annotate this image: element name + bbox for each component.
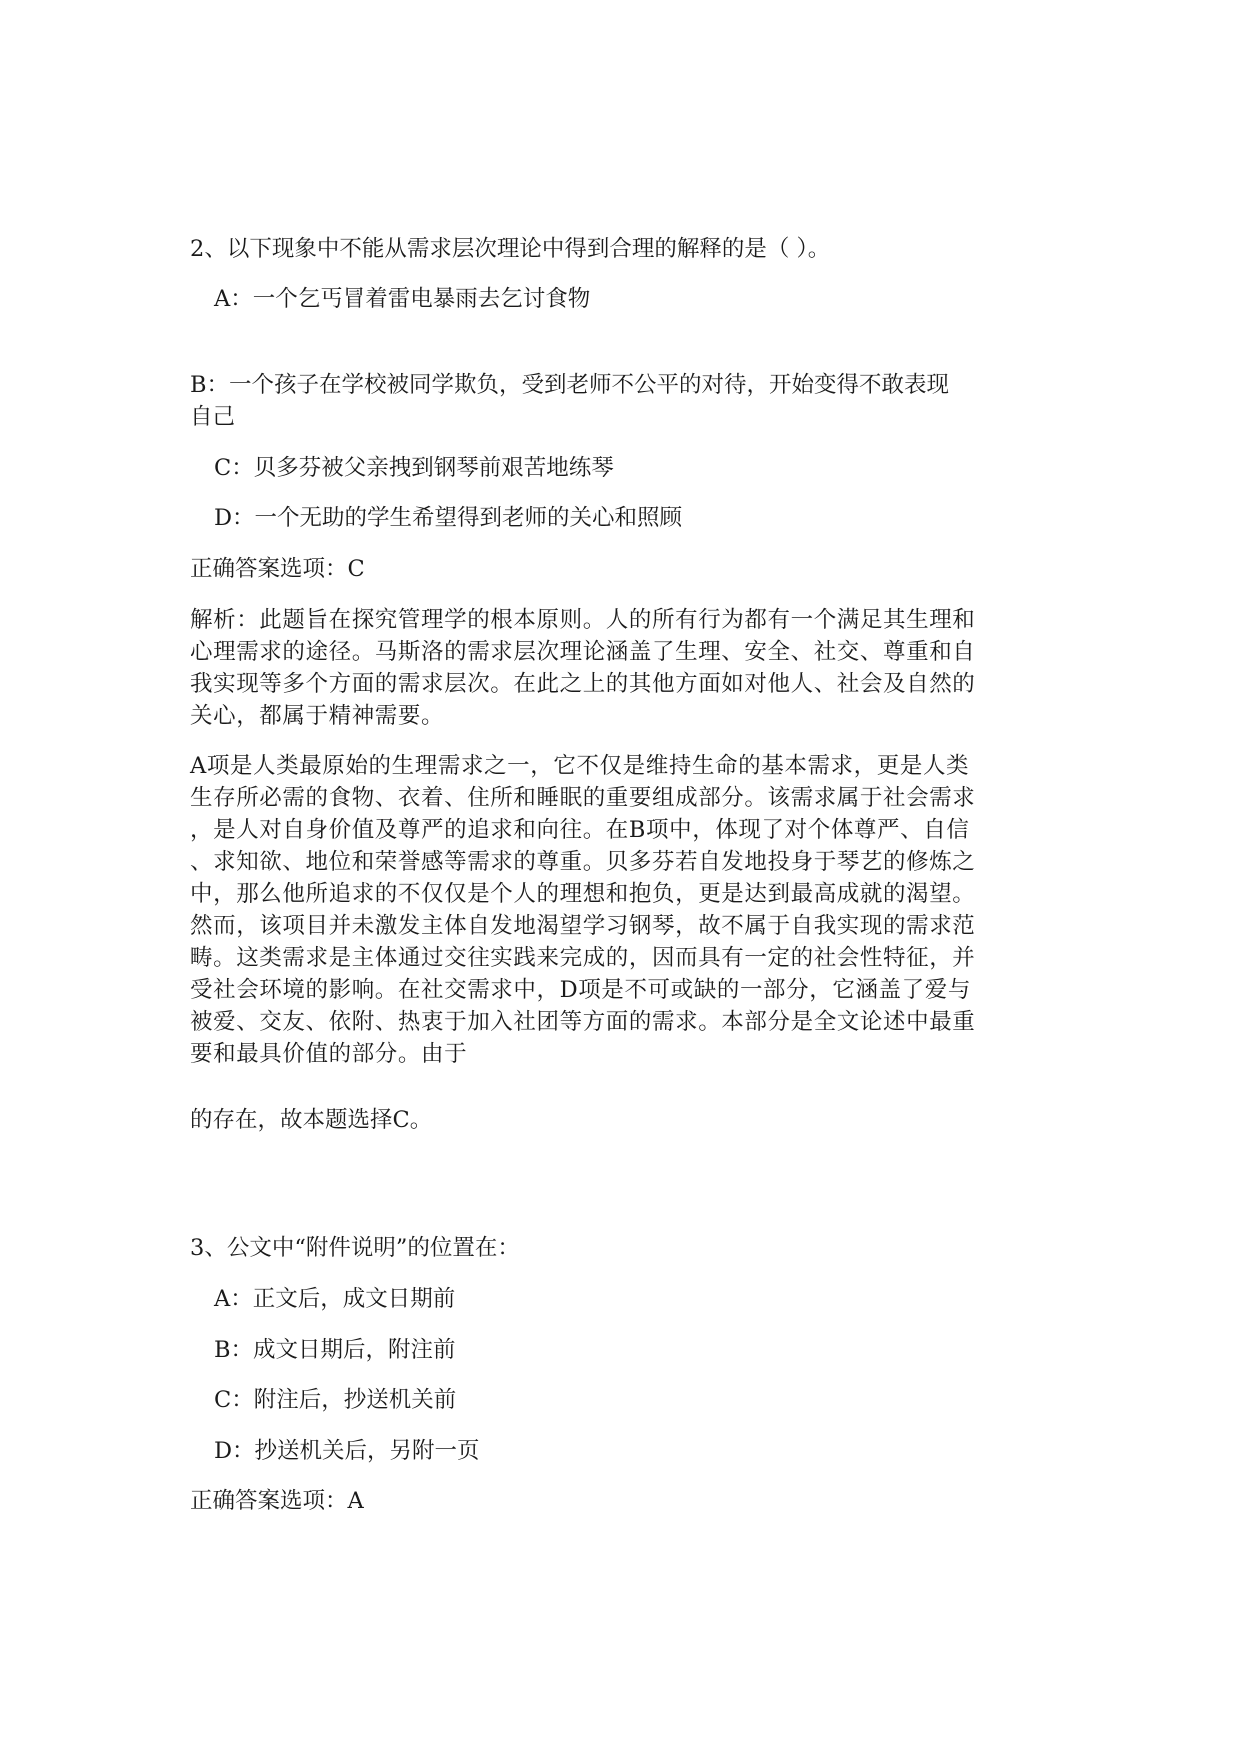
question-2-detail [190, 750, 1040, 1070]
question-2-stem: 2、以下现象中不能从需求层次理论中得到合理的解释的是（ ）。 [190, 236, 831, 262]
analysis-line: 解析：此题旨在探究管理学的根本原则。人的所有行为都有一个满足其生理和 [190, 607, 976, 633]
detail-line: 然而，该项目并未激发主体自发地渴望学习钢琴，故不属于自我实现的需求范 [190, 913, 976, 939]
question-2-conclusion: 的存在，故本题选择C。 [190, 1107, 433, 1133]
question-2-option-a: A：一个乞丐冒着雷电暴雨去乞讨食物 [214, 286, 591, 312]
detail-line: 、求知欲、地位和荣誉感等需求的尊重。贝多芬若自发地投身于琴艺的修炼之 [190, 849, 976, 875]
analysis-line: 我实现等多个方面的需求层次。在此之上的其他方面如对他人、社会及自然的 [190, 671, 976, 697]
detail-line: A项是人类最原始的生理需求之一，它不仅是维持生命的基本需求，更是人类 [190, 753, 970, 779]
detail-line: 中，那么他所追求的不仅仅是个人的理想和抱负，更是达到最高成就的渴望。 [190, 881, 976, 907]
analysis-line: 心理需求的途径。马斯洛的需求层次理论涵盖了生理、安全、社交、尊重和自 [190, 639, 976, 665]
detail-line: 生存所必需的食物、衣着、住所和睡眠的重要组成部分。该需求属于社会需求 [190, 785, 976, 811]
detail-line: 被爱、交友、依附、热衷于加入社团等方面的需求。本部分是全文论述中最重 [190, 1009, 976, 1035]
detail-line: ，是人对自身价值及尊严的追求和向往。在B项中，体现了对个体尊严、自信 [190, 817, 970, 843]
detail-line: 要和最具价值的部分。由于 [190, 1041, 468, 1067]
detail-line: 受社会环境的影响。在社交需求中，D项是不可或缺的一部分，它涵盖了爱与 [190, 977, 971, 1003]
question-2-option-d: D：一个无助的学生希望得到老师的关心和照顾 [214, 505, 683, 531]
question-2-option-b-line-2: 自己 [190, 404, 236, 430]
question-3-stem: 3、公文中“附件说明”的位置在： [190, 1235, 520, 1261]
question-3-option-b: B：成文日期后，附注前 [214, 1337, 456, 1363]
question-2-option-b-line-1: B：一个孩子在学校被同学欺负，受到老师不公平的对待，开始变得不敢表现 [190, 372, 950, 398]
analysis-line: 关心，都属于精神需要。 [190, 703, 445, 729]
question-3-option-d: D：抄送机关后，另附一页 [214, 1438, 480, 1464]
question-3-option-a: A：正文后，成文日期前 [214, 1286, 456, 1312]
question-2-option-c: C：贝多芬被父亲拽到钢琴前艰苦地练琴 [214, 455, 614, 481]
detail-line: 畴。这类需求是主体通过交往实践来完成的，因而具有一定的社会性特征，并 [190, 945, 976, 971]
question-3-option-c: C：附注后，抄送机关前 [214, 1387, 457, 1413]
question-3-answer: 正确答案选项：A [190, 1488, 364, 1514]
question-2-answer: 正确答案选项：C [190, 556, 365, 582]
question-2-analysis [190, 604, 1040, 732]
